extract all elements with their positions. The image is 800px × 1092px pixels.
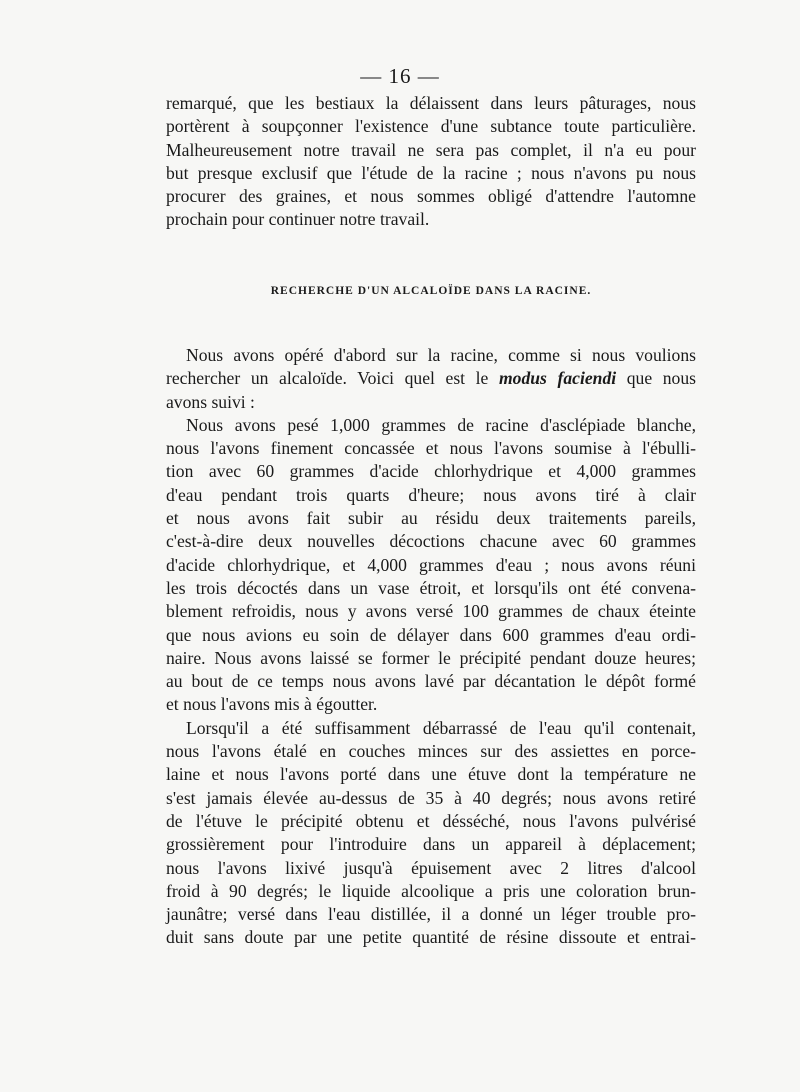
text-span: rechercher un alcaloïde. Voici quel est le (166, 368, 499, 389)
text-line: et nous avons fait subir au résidu deux traitements pareils, (166, 508, 696, 529)
text-line: nous l'avons lixivé jusqu'à épuisement avec 2 litres d'alcool (166, 857, 696, 878)
text-line: prochain pour continuer notre travail. (166, 209, 430, 230)
text-line: nous l'avons étalé en couches minces sur des assiettes en porce- (166, 741, 696, 762)
paragraph-method (166, 344, 696, 414)
main-body (166, 344, 696, 950)
text-line: Nous avons opéré d'abord sur la racine, comme si nous voulions (186, 345, 696, 365)
text-line: laine et nous l'avons porté dans une étuve dont la température ne (166, 764, 696, 785)
text-line: et nous l'avons mis à égoutter. (166, 694, 378, 715)
text-line: naire. Nous avons laissé se former le précipité pendant douze heures; (166, 647, 696, 668)
text-line: froid à 90 degrés; le liquide alcoolique a pris une coloration brun- (166, 880, 696, 901)
text-span: que nous (616, 368, 696, 389)
text-line: grossièrement pour l'introduire dans un appareil à déplacement; (166, 834, 696, 855)
text-line: portèrent à soupçonner l'existence d'une subtance toute particulière. (166, 116, 696, 137)
text-line: procurer des graines, et nous sommes obligé d'attendre l'automne (166, 186, 696, 207)
intro-paragraph (166, 92, 696, 232)
text-line: d'eau pendant trois quarts d'heure; nous avons tiré à clair (166, 484, 696, 505)
section-heading: RECHERCHE D'UN ALCALOÏDE DANS LA RACINE. (270, 285, 592, 297)
text-line (166, 367, 696, 390)
text-line: Nous avons pesé 1,000 grammes de racine d'asclépiade blanche, (186, 414, 696, 435)
text-line: jaunâtre; versé dans l'eau distillée, il a donné un léger trouble pro- (166, 904, 696, 925)
text-line: d'acide chlorhydrique, et 4,000 grammes d'eau ; nous avons réuni (166, 554, 696, 575)
text-line: que nous avions eu soin de délayer dans 600 grammes d'eau ordi- (166, 624, 696, 645)
text-line: Lorsqu'il a été suffisamment débarrassé de l'eau qu'il contenait, (186, 717, 696, 738)
text-line: les trois décoctés dans un vase étroit, et lorsqu'ils ont été convena- (166, 577, 696, 598)
page-number: — 16 — (360, 64, 440, 88)
text-line: tion avec 60 grammes d'acide chlorhydrique et 4,000 grammes (166, 461, 696, 482)
paragraph-weighing (166, 414, 696, 717)
text-line: blement refroidis, nous y avons versé 100 grammes de chaux éteinte (166, 601, 696, 622)
text-line: au bout de ce temps nous avons lavé par décantation le dépôt formé (166, 671, 696, 692)
text-line: remarqué, que les bestiaux la délaissent dans leurs pâturages, nous (166, 93, 696, 113)
text-line: Malheureusement notre travail ne sera pas complet, il n'a eu pour (166, 139, 696, 160)
text-line: s'est jamais élevée au-dessus de 35 à 40 degrés; nous avons retiré (166, 787, 696, 808)
paragraph-drying (166, 717, 696, 950)
text-line: duit sans doute par une petite quantité de résine dissoute et entrai- (166, 927, 696, 948)
text-line: avons suivi : (166, 391, 255, 412)
text-line: but presque exclusif que l'étude de la racine ; nous n'avons pu nous (166, 162, 696, 183)
text-line: c'est-à-dire deux nouvelles décoctions chacune avec 60 grammes (166, 531, 696, 552)
latin-phrase: modus faciendi (498, 368, 617, 389)
text-line: de l'étuve le précipité obtenu et désséché, nous l'avons pulvérisé (166, 810, 696, 831)
text-line: nous l'avons finement concassée et nous l'avons soumise à l'ébulli- (166, 438, 696, 459)
